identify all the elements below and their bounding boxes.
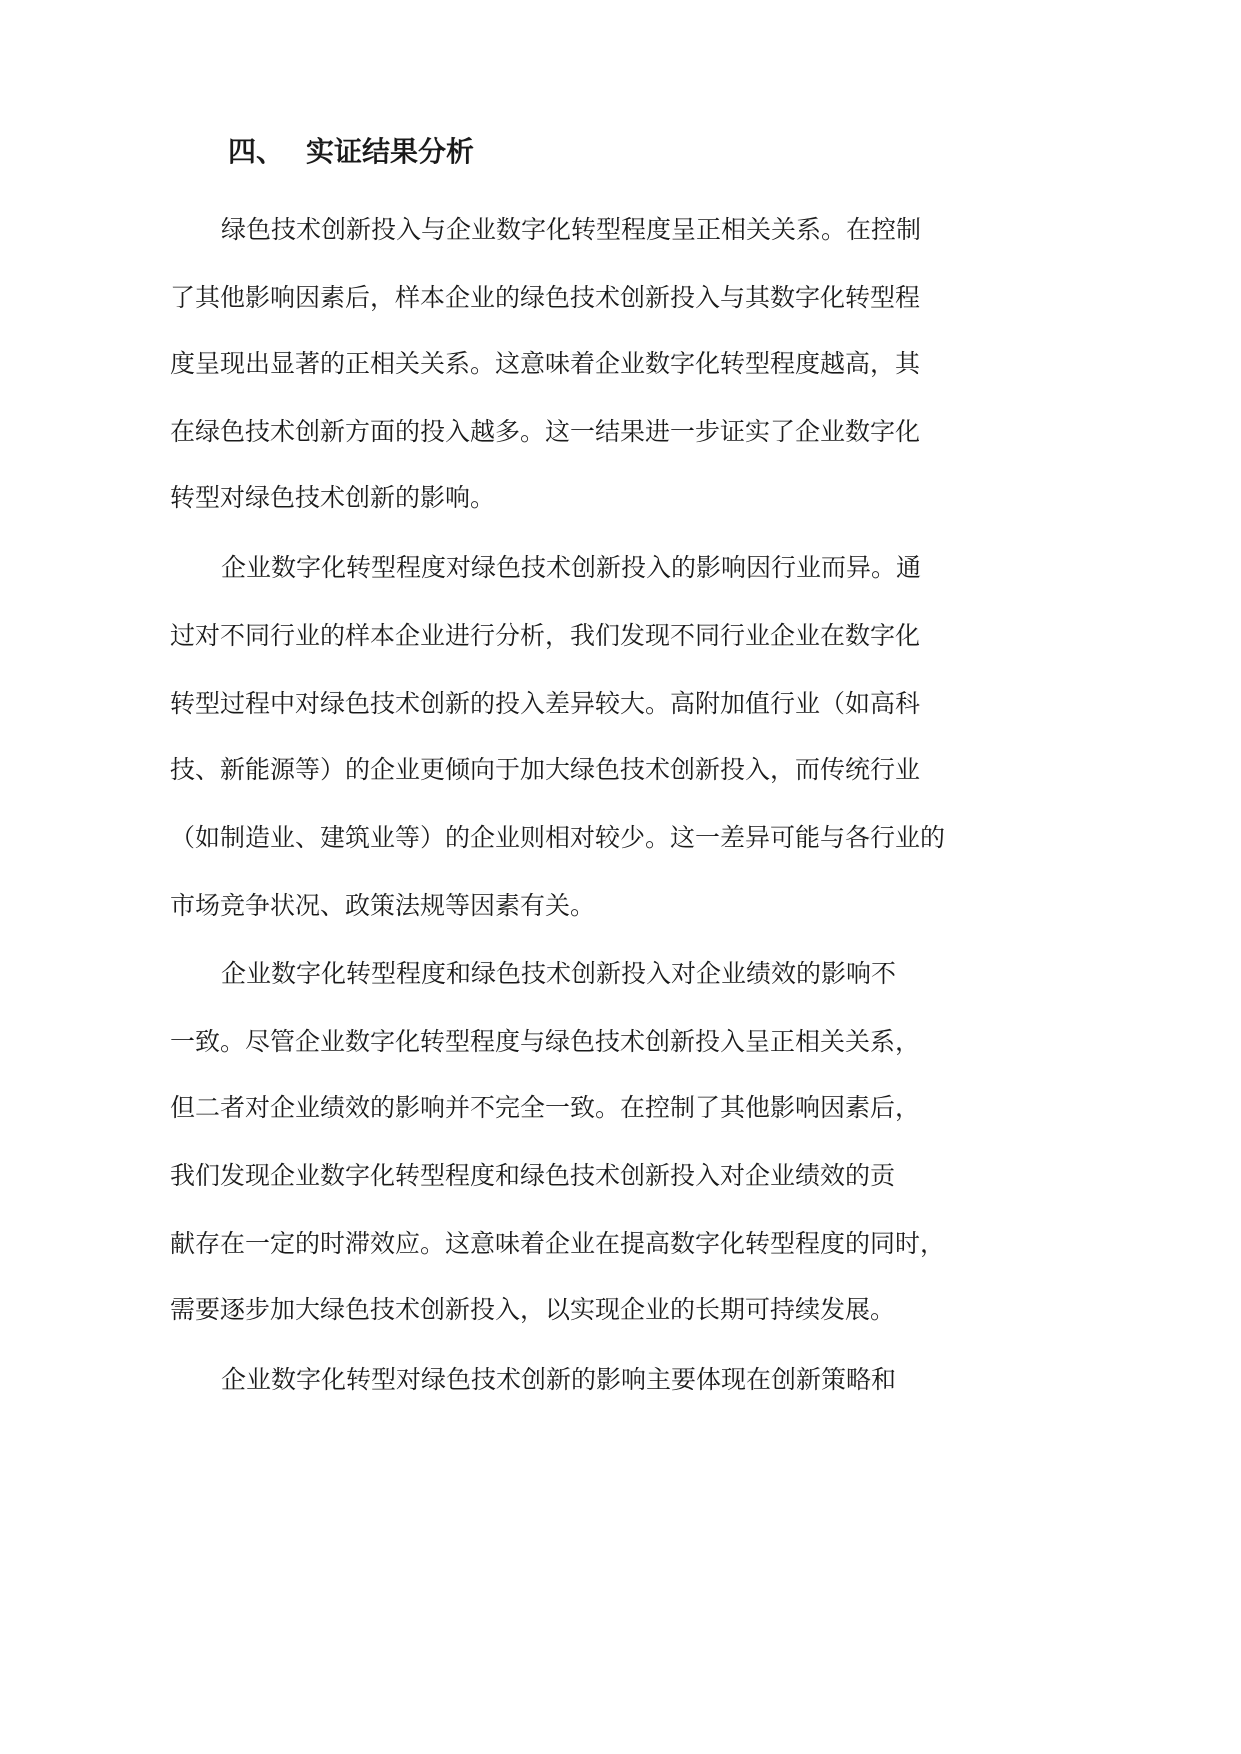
- paragraph-2-line-6: 市场竞争状况、政策法规等因素有关。: [170, 891, 596, 920]
- paragraph-1-line-1: 绿色技术创新投入与企业数字化转型程度呈正相关关系。在控制: [221, 215, 922, 244]
- paragraph-1-line-5: 转型对绿色技术创新的影响。: [170, 483, 496, 512]
- paragraph-1-line-3: 度呈现出显著的正相关关系。这意味着企业数字化转型程度越高，其: [170, 349, 921, 378]
- paragraph-1-line-2: 了其他影响因素后，样本企业的绿色技术创新投入与其数字化转型程: [170, 283, 921, 312]
- paragraph-3-line-3: 但二者对企业绩效的影响并不完全一致。在控制了其他影响因素后，: [170, 1093, 921, 1122]
- paragraph-4-line-1: 企业数字化转型对绿色技术创新的影响主要体现在创新策略和: [221, 1365, 897, 1394]
- paragraph-3-line-6: 需要逐步加大绿色技术创新投入，以实现企业的长期可持续发展。: [170, 1295, 896, 1324]
- paragraph-3-line-1: 企业数字化转型程度和绿色技术创新投入对企业绩效的影响不: [221, 959, 897, 988]
- paragraph-3-line-5: 献存在一定的时滞效应。这意味着企业在提高数字化转型程度的同时，: [170, 1229, 946, 1258]
- paragraph-2-line-3: 转型过程中对绿色技术创新的投入差异较大。高附加值行业（如高科: [170, 689, 921, 718]
- paragraph-2-line-5: （如制造业、建筑业等）的企业则相对较少。这一差异可能与各行业的: [170, 823, 946, 852]
- section-number: 四、: [228, 135, 285, 168]
- section-heading: [228, 132, 474, 172]
- paragraph-2-line-2: 过对不同行业的样本企业进行分析，我们发现不同行业企业在数字化: [170, 621, 921, 650]
- paragraph-2-line-1: 企业数字化转型程度对绿色技术创新投入的影响因行业而异。通: [221, 553, 922, 582]
- paragraph-1-line-4: 在绿色技术创新方面的投入越多。这一结果进一步证实了企业数字化: [170, 417, 921, 446]
- section-title: 实证结果分析: [306, 135, 475, 168]
- paragraph-2-line-4: 技、新能源等）的企业更倾向于加大绿色技术创新投入，而传统行业: [170, 755, 921, 784]
- paragraph-3-line-2: 一致。尽管企业数字化转型程度与绿色技术创新投入呈正相关关系，: [170, 1027, 921, 1056]
- paragraph-3-line-4: 我们发现企业数字化转型程度和绿色技术创新投入对企业绩效的贡: [170, 1161, 896, 1190]
